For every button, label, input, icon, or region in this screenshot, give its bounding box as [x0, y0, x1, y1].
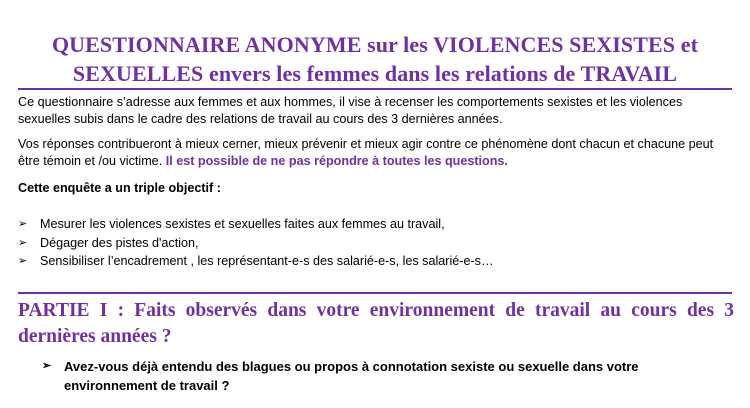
title-rule — [18, 88, 732, 90]
question-1 — [42, 357, 722, 395]
arrow-bullet-icon: ➢ — [18, 255, 28, 267]
question-1-text: Avez-vous déjà entendu des blagues ou propos à connotation sexiste ou sexuelle dans votre environnement de travail ? — [64, 359, 639, 393]
list-item — [18, 234, 494, 253]
part-label: PARTIE I — [18, 300, 108, 321]
intro-paragraph-2-text: Vos réponses contribueront à mieux cerner, mieux prévenir et mieux agir contre ce phénomène dont chacun et chacune peut être témoin et /ou victime. — [18, 137, 714, 168]
arrow-bullet-icon: ➢ — [42, 360, 52, 372]
list-item — [18, 215, 494, 234]
intro-paragraph-1: Ce questionnaire s’adresse aux femmes et aux hommes, il vise à recenser les comportements sexistes et les violences sexuelles subis dans le cadre des relations de travail au cours des 3 dernières années. — [18, 95, 683, 126]
objectives-list — [18, 215, 494, 271]
arrow-bullet-icon: ➢ — [18, 218, 28, 230]
section-rule — [18, 292, 732, 294]
objective-text: Dégager des pistes d'action, — [40, 235, 199, 250]
title-line-2: SEXUELLES envers les femmes dans les relations de TRAVAIL — [72, 61, 678, 86]
document-title — [0, 30, 750, 88]
optional-answers-note: Il est possible de ne pas répondre à toutes les questions. — [165, 153, 508, 168]
list-item — [18, 252, 494, 271]
part-heading — [18, 298, 734, 350]
title-line-1: QUESTIONNAIRE ANONYME sur les VIOLENCES SEXISTES et — [51, 32, 699, 57]
objectives-heading: Cette enquête a un triple objectif : — [18, 181, 221, 195]
intro-paragraph-2 — [18, 136, 734, 169]
objective-text: Mesurer les violences sexistes et sexuelles faites aux femmes au travail, — [40, 217, 445, 231]
part-title: : Faits observés dans votre environnement de travail au cours des 3 dernières années ? — [18, 300, 734, 347]
objective-text: Sensibiliser l’encadrement , les représentant-e-s des salarié-e-s, les salarié-e-s… — [40, 254, 494, 268]
arrow-bullet-icon: ➢ — [18, 236, 28, 249]
